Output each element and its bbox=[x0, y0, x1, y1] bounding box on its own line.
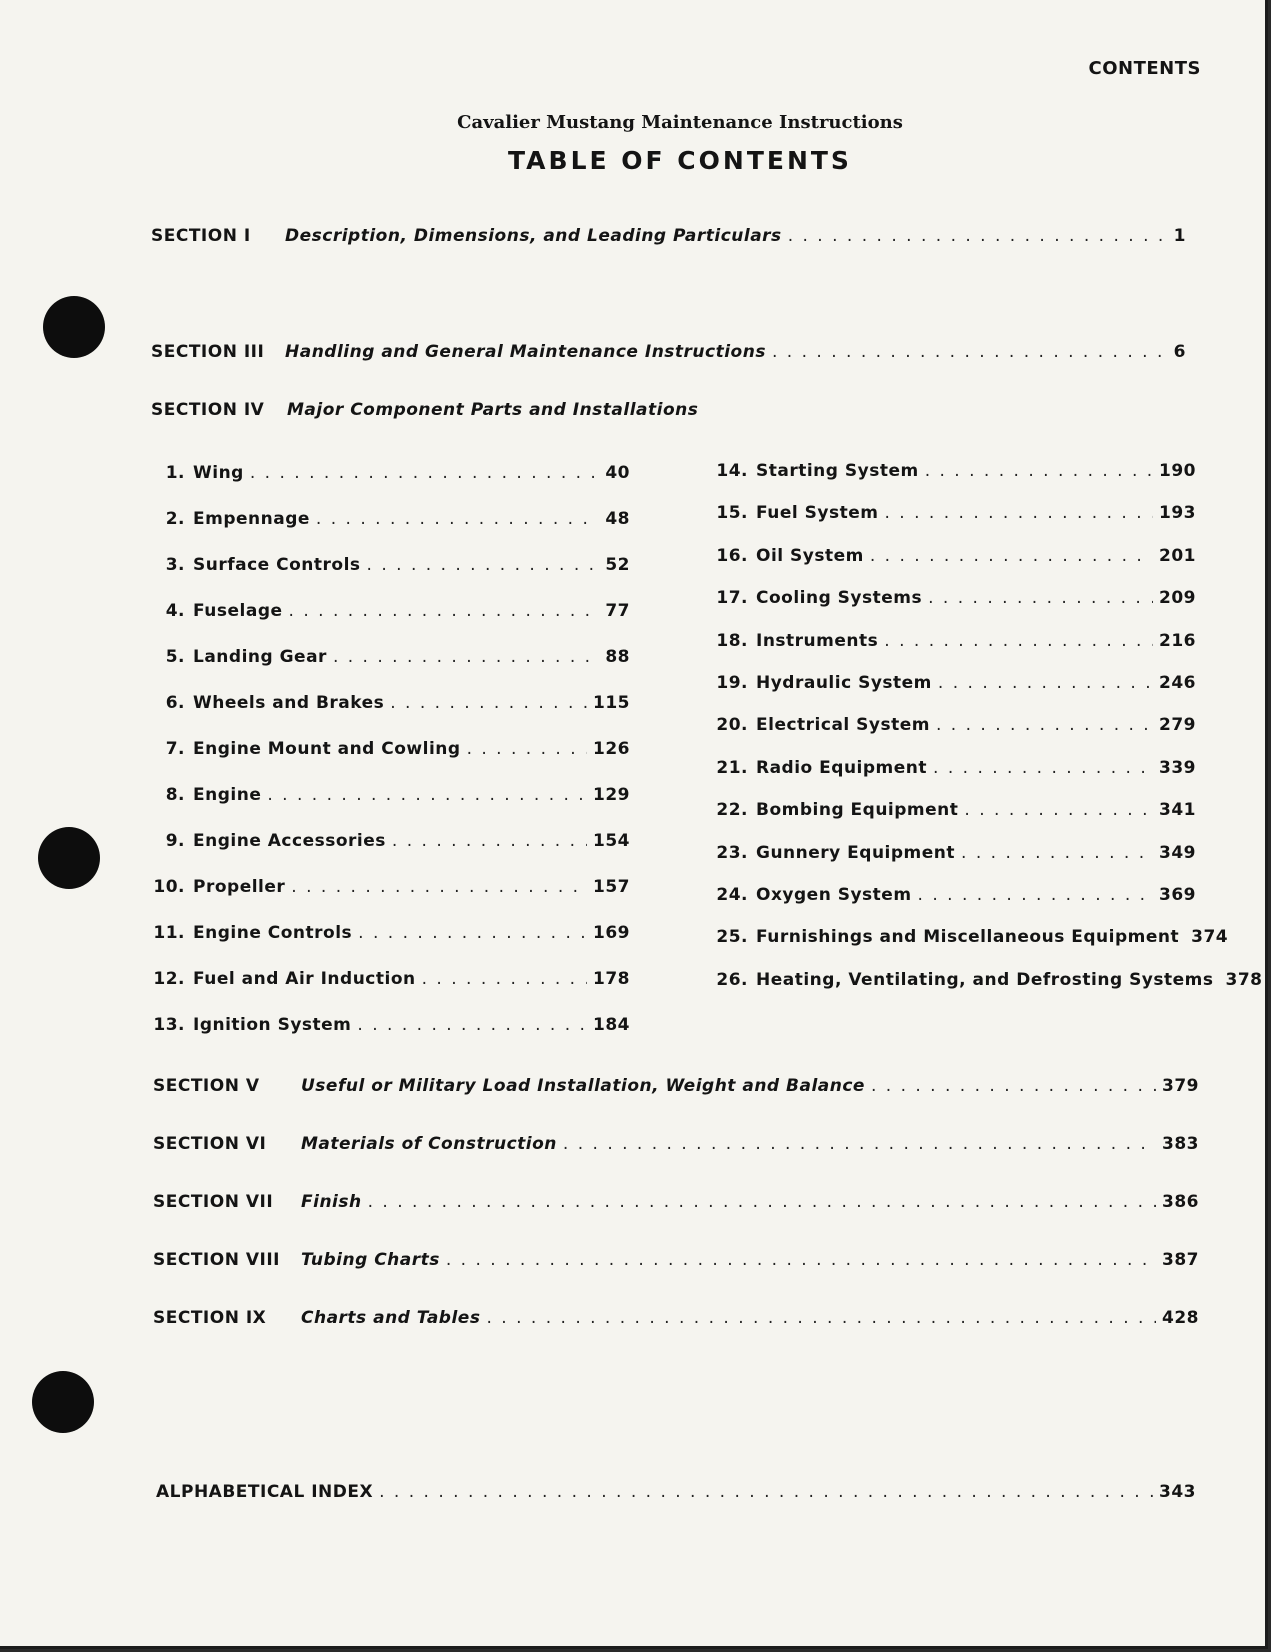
toc-subsection-entry[interactable] bbox=[145, 739, 630, 759]
page-number: 154 bbox=[593, 831, 630, 851]
dot-leader bbox=[928, 588, 1153, 608]
page-number: 126 bbox=[593, 739, 630, 759]
toc-subsection-entry[interactable] bbox=[145, 647, 630, 667]
toc-subsection-entry[interactable] bbox=[708, 927, 1229, 948]
document-subtitle: Cavalier Mustang Maintenance Instructions bbox=[457, 112, 903, 133]
dot-leader bbox=[446, 1250, 1156, 1270]
subsection-title: Landing Gear bbox=[193, 647, 327, 667]
subsection-title: Heating, Ventilating, and Defrosting Systems bbox=[756, 969, 1214, 990]
toc-subsection-entry[interactable] bbox=[145, 509, 630, 529]
dot-leader bbox=[788, 226, 1168, 246]
section-title: Useful or Military Load Installation, Weight and Balance bbox=[301, 1076, 865, 1096]
dot-leader bbox=[925, 461, 1153, 481]
subsection-title: Hydraulic System bbox=[756, 673, 932, 693]
section-title: Major Component Parts and Installations bbox=[287, 400, 699, 420]
subsection-number: 9. bbox=[165, 831, 185, 851]
subsection-title: Instruments bbox=[756, 630, 879, 651]
dot-leader bbox=[467, 739, 587, 759]
dot-leader bbox=[870, 546, 1153, 566]
section-title: Finish bbox=[301, 1192, 362, 1212]
section-title: Handling and General Maintenance Instructions bbox=[285, 342, 766, 362]
subsection-number: 5. bbox=[165, 647, 185, 667]
toc-subsection-entry[interactable] bbox=[708, 503, 1196, 523]
page-number: 378 bbox=[1225, 969, 1263, 990]
subsection-title: Engine bbox=[193, 785, 262, 805]
subsection-number: 1. bbox=[165, 463, 185, 483]
page-number: 193 bbox=[1159, 503, 1196, 524]
page-number: 157 bbox=[593, 877, 630, 897]
page-number: 343 bbox=[1159, 1482, 1196, 1502]
toc-subsection-entry[interactable] bbox=[145, 463, 630, 483]
contents-tab-label: CONTENTS bbox=[1088, 58, 1201, 79]
subsection-number: 6. bbox=[165, 693, 185, 713]
page-number: 201 bbox=[1159, 545, 1196, 566]
dot-leader bbox=[392, 831, 587, 851]
toc-subsection-entry[interactable] bbox=[708, 461, 1196, 481]
page-number: 40 bbox=[605, 463, 630, 483]
page-number: 339 bbox=[1159, 757, 1196, 778]
subsection-title: Oil System bbox=[756, 545, 864, 566]
toc-subsection-entry[interactable] bbox=[708, 631, 1196, 651]
toc-subsection-entry[interactable] bbox=[145, 969, 630, 989]
toc-subsection-entry[interactable] bbox=[708, 800, 1196, 820]
page-number: 341 bbox=[1159, 800, 1196, 821]
subsection-number: 26. bbox=[716, 969, 748, 990]
toc-subsection-entry[interactable] bbox=[145, 831, 630, 851]
dot-leader bbox=[884, 503, 1153, 523]
page-number: 1 bbox=[1173, 226, 1186, 246]
toc-subsection-entry[interactable] bbox=[145, 877, 630, 897]
dot-leader bbox=[390, 693, 587, 713]
section-label: SECTION VIII bbox=[153, 1250, 280, 1270]
section-title: Tubing Charts bbox=[301, 1250, 440, 1270]
page-number: 190 bbox=[1159, 461, 1196, 481]
toc-subsection-entry[interactable] bbox=[708, 969, 1263, 990]
toc-subsection-entry[interactable] bbox=[145, 601, 630, 621]
subsection-number: 14. bbox=[716, 461, 748, 481]
dot-leader bbox=[358, 923, 587, 943]
toc-section-entry[interactable] bbox=[153, 1192, 1199, 1212]
dot-leader bbox=[367, 555, 600, 575]
section-label: SECTION V bbox=[153, 1076, 260, 1096]
toc-section-entry[interactable] bbox=[153, 1250, 1199, 1270]
subsection-number: 25. bbox=[716, 927, 748, 948]
subsection-number: 17. bbox=[716, 588, 748, 609]
subsection-title: Radio Equipment bbox=[756, 757, 928, 778]
subsection-title: Wheels and Brakes bbox=[193, 693, 385, 713]
dot-leader bbox=[964, 800, 1153, 820]
toc-section-entry[interactable] bbox=[153, 1134, 1199, 1154]
punch-hole bbox=[43, 296, 105, 358]
subsection-title: Empennage bbox=[193, 509, 310, 529]
page-number: 88 bbox=[605, 647, 630, 667]
dot-leader bbox=[357, 1015, 587, 1035]
subsection-title: Furnishings and Miscellaneous Equipment bbox=[756, 927, 1180, 948]
section-label: SECTION IV bbox=[151, 400, 265, 420]
subsection-title: Propeller bbox=[193, 877, 286, 897]
page-number: 178 bbox=[593, 969, 630, 989]
section-label: SECTION IX bbox=[153, 1308, 267, 1328]
subsection-number: 13. bbox=[153, 1015, 185, 1035]
page-title: TABLE OF CONTENTS bbox=[508, 146, 852, 175]
toc-subsection-entry[interactable] bbox=[145, 923, 630, 943]
subsection-title: Surface Controls bbox=[193, 555, 361, 575]
toc-subsection-entry[interactable] bbox=[708, 885, 1196, 905]
dot-leader bbox=[961, 843, 1153, 863]
dot-leader bbox=[918, 885, 1153, 905]
dot-leader bbox=[871, 1076, 1156, 1096]
page-number: 6 bbox=[1173, 342, 1186, 362]
subsection-title: Fuel and Air Induction bbox=[193, 969, 416, 989]
page-number: 379 bbox=[1162, 1076, 1199, 1096]
page-number: 77 bbox=[605, 601, 630, 621]
page-number: 428 bbox=[1162, 1308, 1199, 1328]
toc-entry-section-1[interactable] bbox=[151, 226, 1186, 246]
subsection-title: Starting System bbox=[756, 461, 919, 481]
subsection-number: 3. bbox=[165, 555, 185, 575]
toc-subsection-entry[interactable] bbox=[708, 715, 1196, 735]
subsection-number: 15. bbox=[716, 503, 748, 524]
dot-leader bbox=[486, 1308, 1156, 1328]
subsection-number: 20. bbox=[716, 715, 748, 736]
subsection-number: 16. bbox=[716, 545, 748, 566]
toc-section-entry[interactable] bbox=[153, 1076, 1199, 1096]
section-label: SECTION III bbox=[151, 342, 265, 362]
subsection-title: Bombing Equipment bbox=[756, 800, 959, 821]
section-title: Charts and Tables bbox=[301, 1308, 481, 1328]
page-number: 48 bbox=[605, 509, 630, 529]
dot-leader bbox=[884, 631, 1153, 651]
dot-leader bbox=[936, 715, 1153, 735]
subsection-title: Ignition System bbox=[193, 1015, 352, 1035]
toc-section-entry[interactable] bbox=[153, 1308, 1199, 1328]
subsection-number: 8. bbox=[165, 785, 185, 805]
punch-hole bbox=[32, 1371, 94, 1433]
subsection-number: 18. bbox=[716, 630, 748, 651]
subsection-number: 19. bbox=[716, 673, 748, 693]
page-number: 387 bbox=[1162, 1250, 1199, 1270]
subsection-title: Wing bbox=[193, 463, 244, 483]
toc-entry-alphabetical-index[interactable] bbox=[156, 1482, 1196, 1502]
page-number: 369 bbox=[1159, 885, 1196, 905]
subsection-title: Engine Controls bbox=[193, 923, 353, 943]
section-label: SECTION VII bbox=[153, 1192, 274, 1212]
subsection-title: Fuel System bbox=[756, 503, 879, 524]
dot-leader bbox=[267, 785, 587, 805]
subsection-number: 7. bbox=[165, 739, 185, 759]
toc-entry-section-4[interactable] bbox=[151, 400, 851, 420]
subsection-title: Electrical System bbox=[756, 715, 930, 736]
subsection-title: Fuselage bbox=[193, 601, 283, 621]
page-number: 169 bbox=[593, 923, 630, 943]
subsection-number: 11. bbox=[153, 923, 185, 943]
toc-subsection-entry[interactable] bbox=[708, 843, 1196, 863]
section-title: Description, Dimensions, and Leading Particulars bbox=[285, 226, 782, 246]
page-number: 374 bbox=[1191, 927, 1229, 948]
page-number: 52 bbox=[605, 555, 630, 575]
section-label: SECTION VI bbox=[153, 1134, 267, 1154]
dot-leader bbox=[333, 647, 599, 667]
dot-leader bbox=[379, 1482, 1153, 1502]
subsection-title: Cooling Systems bbox=[756, 588, 923, 609]
dot-leader bbox=[938, 673, 1153, 693]
page-number: 216 bbox=[1159, 630, 1196, 651]
dot-leader bbox=[933, 758, 1153, 778]
dot-leader bbox=[563, 1134, 1156, 1154]
index-label: ALPHABETICAL INDEX bbox=[156, 1482, 374, 1502]
page-number: 129 bbox=[593, 785, 630, 805]
page-number: 184 bbox=[593, 1015, 630, 1035]
subsection-number: 23. bbox=[716, 842, 748, 863]
subsection-title: Gunnery Equipment bbox=[756, 842, 956, 863]
subsection-title: Engine Mount and Cowling bbox=[193, 739, 461, 759]
dot-leader bbox=[316, 509, 599, 529]
dot-leader bbox=[422, 969, 587, 989]
toc-subsection-entry[interactable] bbox=[145, 555, 630, 575]
dot-leader bbox=[368, 1192, 1156, 1212]
page-number: 279 bbox=[1159, 715, 1196, 736]
punch-hole bbox=[38, 827, 100, 889]
toc-entry-section-3[interactable] bbox=[151, 342, 1186, 362]
dot-leader bbox=[772, 342, 1168, 362]
dot-leader bbox=[250, 463, 599, 483]
toc-subsection-entry[interactable] bbox=[145, 785, 630, 805]
dot-leader bbox=[291, 877, 587, 897]
toc-subsection-entry[interactable] bbox=[708, 588, 1196, 608]
section-title: Materials of Construction bbox=[301, 1134, 557, 1154]
page-number: 209 bbox=[1159, 588, 1196, 609]
subsection-number: 24. bbox=[716, 885, 748, 905]
subsection-number: 2. bbox=[165, 509, 185, 529]
subsection-title: Oxygen System bbox=[756, 885, 912, 905]
toc-subsection-entry[interactable] bbox=[708, 758, 1196, 778]
subsection-number: 10. bbox=[153, 877, 185, 897]
toc-subsection-entry[interactable] bbox=[708, 673, 1196, 693]
page-number: 383 bbox=[1162, 1134, 1199, 1154]
page-number: 115 bbox=[593, 693, 630, 713]
subsection-title: Engine Accessories bbox=[193, 831, 386, 851]
subsection-number: 12. bbox=[153, 969, 185, 989]
page-number: 349 bbox=[1159, 842, 1196, 863]
subsection-number: 4. bbox=[165, 601, 185, 621]
page-number: 386 bbox=[1162, 1192, 1199, 1212]
subsection-number: 21. bbox=[716, 757, 748, 778]
toc-subsection-entry[interactable] bbox=[145, 1015, 630, 1035]
toc-subsection-entry[interactable] bbox=[145, 693, 630, 713]
page-number: 246 bbox=[1159, 673, 1196, 693]
subsection-number: 22. bbox=[716, 800, 748, 821]
dot-leader bbox=[289, 601, 600, 621]
toc-subsection-entry[interactable] bbox=[708, 546, 1196, 566]
section-label: SECTION I bbox=[151, 226, 251, 246]
